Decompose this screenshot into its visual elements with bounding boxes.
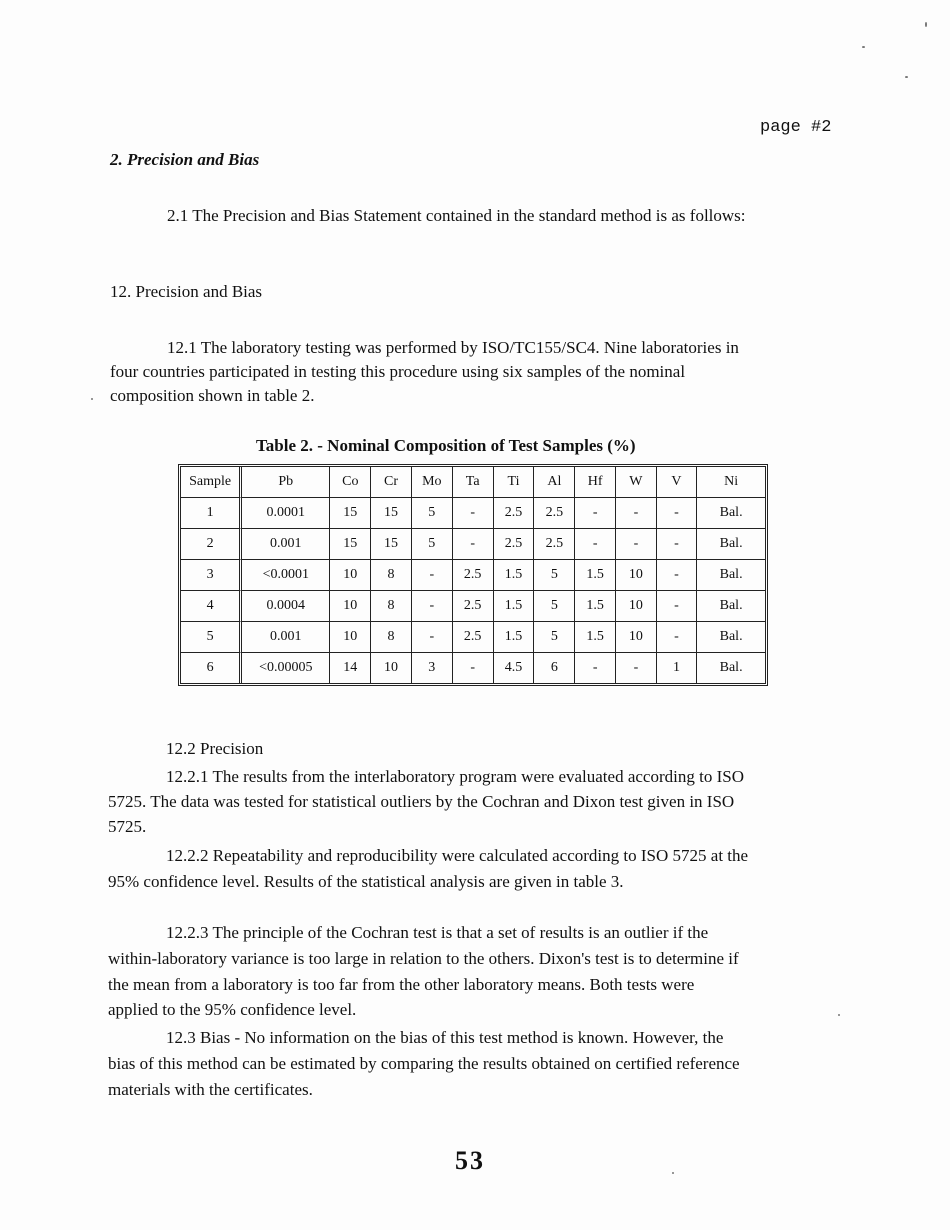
table-cell: - [657,498,697,529]
table-cell: 1.5 [575,591,616,622]
table-cell: <0.0001 [242,560,330,591]
scan-speck [838,1014,840,1016]
table-cell: - [616,529,657,560]
table-row [181,622,765,653]
table-cell: Bal. [697,529,765,560]
table-cell: 2.5 [453,560,494,591]
scan-speck [905,76,908,78]
table-cell: - [453,529,494,560]
header-cell: Cr [371,467,412,498]
table-cell: 1.5 [494,560,535,591]
table-cell: 4 [181,591,242,622]
table-cell: 10 [616,560,657,591]
table-cell: 2.5 [453,591,494,622]
table-row [181,529,765,560]
table-cell: 10 [330,622,371,653]
table-cell: Bal. [719,660,743,675]
paragraph-12-2-3-line-1: 12.2.3 The principle of the Cochran test is that a set of results is an outlier if the [166,923,709,942]
paragraph-12-2-1-line-1: 12.2.1 The results from the interlaboratory program were evaluated according to ISO [166,767,744,786]
header-cell: Ta [453,467,494,498]
table-row [181,653,765,683]
composition-table [178,464,768,686]
table-cell: 2.5 [494,498,535,529]
table-cell: - [657,529,697,560]
table-cell: - [412,591,453,622]
table-cell: - [575,529,616,560]
header-cell: Sample [181,467,242,498]
header-cell: Co [330,467,371,498]
table-cell: 5 [534,622,575,653]
table-cell: 4.5 [494,653,535,683]
table-cell: 6 [181,653,242,683]
table-cell: 10 [371,653,412,683]
header-cell: V [657,467,697,498]
table-header-row [181,467,765,498]
table-cell: - [616,498,657,529]
table-cell: 0.001 [242,529,330,560]
header-cell: Ni [697,467,765,498]
header-cell: Al [534,467,575,498]
header-cell: Ti [494,467,535,498]
table-row [181,498,765,529]
table-cell: - [657,622,697,653]
table-cell: - [412,560,453,591]
table-cell: 2.5 [453,622,494,653]
table-cell: - [575,653,616,683]
table-cell: - [575,498,616,529]
table-cell: 15 [330,498,371,529]
table-cell: 0.0001 [242,498,330,529]
table-cell: 0.001 [242,622,330,653]
paragraph-12-1-line-1: 12.1 The laboratory testing was performed by ISO/TC155/SC4. Nine laboratories in [167,338,739,357]
paragraph-12-2-title: 12.2 Precision [166,739,264,758]
intro-paragraph: 2.1 The Precision and Bias Statement contained in the standard method is as follows: [167,206,746,225]
table-cell: 1 [181,498,242,529]
table-cell: - [412,622,453,653]
table-cell: 8 [371,560,412,591]
table-cell: 1 [657,653,697,683]
table-cell: 1.5 [494,591,535,622]
paragraph-12-2-2-line-2: 95% confidence level. Results of the statistical analysis are given in table 3. [108,872,624,891]
table-cell: 8 [371,622,412,653]
table-cell: 6 [534,653,575,683]
scan-speck [925,22,927,27]
table-cell: 1.5 [575,560,616,591]
table-cell: 15 [330,529,371,560]
table-title: Table 2. - Nominal Composition of Test Samples (%) [256,436,636,455]
paragraph-12-2-1-line-3: 5725. [108,817,147,836]
header-cell: Hf [575,467,616,498]
scan-speck [672,1172,674,1174]
table-cell: 10 [616,591,657,622]
table-cell: 5 [534,591,575,622]
scan-speck [91,398,93,400]
table-cell: - [616,653,657,683]
header-cell: W [616,467,657,498]
table-cell: 1.5 [575,622,616,653]
table-cell: Bal. [697,498,765,529]
paragraph-12-1-line-3: composition shown in table 2. [110,386,315,405]
table-cell: 5 [412,498,453,529]
table-cell: 0.0004 [242,591,330,622]
table-cell: 10 [330,560,371,591]
table-cell: 5 [412,529,453,560]
table-cell: Bal. [697,622,765,653]
table-cell: 10 [616,622,657,653]
table-cell: - [657,591,697,622]
table-cell: 2.5 [534,529,575,560]
page-number: page #2 [760,118,832,137]
table-cell: 2.5 [534,498,575,529]
section-heading: 2. Precision and Bias [110,150,260,169]
table-cell: 8 [371,591,412,622]
header-cell: Mo [412,467,453,498]
paragraph-12-1-line-2: four countries participated in testing this procedure using six samples of the nominal [110,362,686,381]
table-cell: - [657,560,697,591]
paragraph-12-2-2-line-1: 12.2.2 Repeatability and reproducibility were calculated according to ISO 5725 at the [166,846,749,865]
table-cell: 14 [330,653,371,683]
table-row [181,560,765,591]
table-cell: 15 [371,498,412,529]
scan-speck [862,46,865,48]
paragraph-12-3-line-2: bias of this method can be estimated by comparing the results obtained on certified reference [108,1054,740,1073]
paragraph-12-2-3-line-4: applied to the 95% confidence level. [108,1000,357,1019]
table-cell: - [453,653,494,683]
table-cell: 15 [371,529,412,560]
paragraph-12-3-line-3: materials with the certificates. [108,1080,313,1099]
table-cell: 3 [181,560,242,591]
subsection-heading: 12. Precision and Bias [110,282,263,301]
table-cell: 3 [412,653,453,683]
table-cell: 2.5 [494,529,535,560]
table-cell: 2 [181,529,242,560]
footer-page-number: 53 [455,1146,485,1175]
paragraph-12-2-3-line-3: the mean from a laboratory is too far from the other laboratory means. Both tests were [108,975,695,994]
table-cell: 5 [181,622,242,653]
header-cell: Pb [242,467,330,498]
table-cell: 5 [534,560,575,591]
table-row [181,591,765,622]
table-cell: 1.5 [494,622,535,653]
table-cell: Bal. [697,560,765,591]
paragraph-12-2-1-line-2: 5725. The data was tested for statistical outliers by the Cochran and Dixon test given in ISO [108,792,735,811]
paragraph-12-2-3-line-2: within-laboratory variance is too large in relation to the others. Dixon's test is to determine if [108,949,739,968]
table-cell: <0.00005 [242,653,330,683]
table-cell: Bal. [697,591,765,622]
paragraph-12-3-line-1: 12.3 Bias - No information on the bias of this test method is known. However, the [166,1028,724,1047]
table-cell: 10 [330,591,371,622]
table-cell: - [453,498,494,529]
